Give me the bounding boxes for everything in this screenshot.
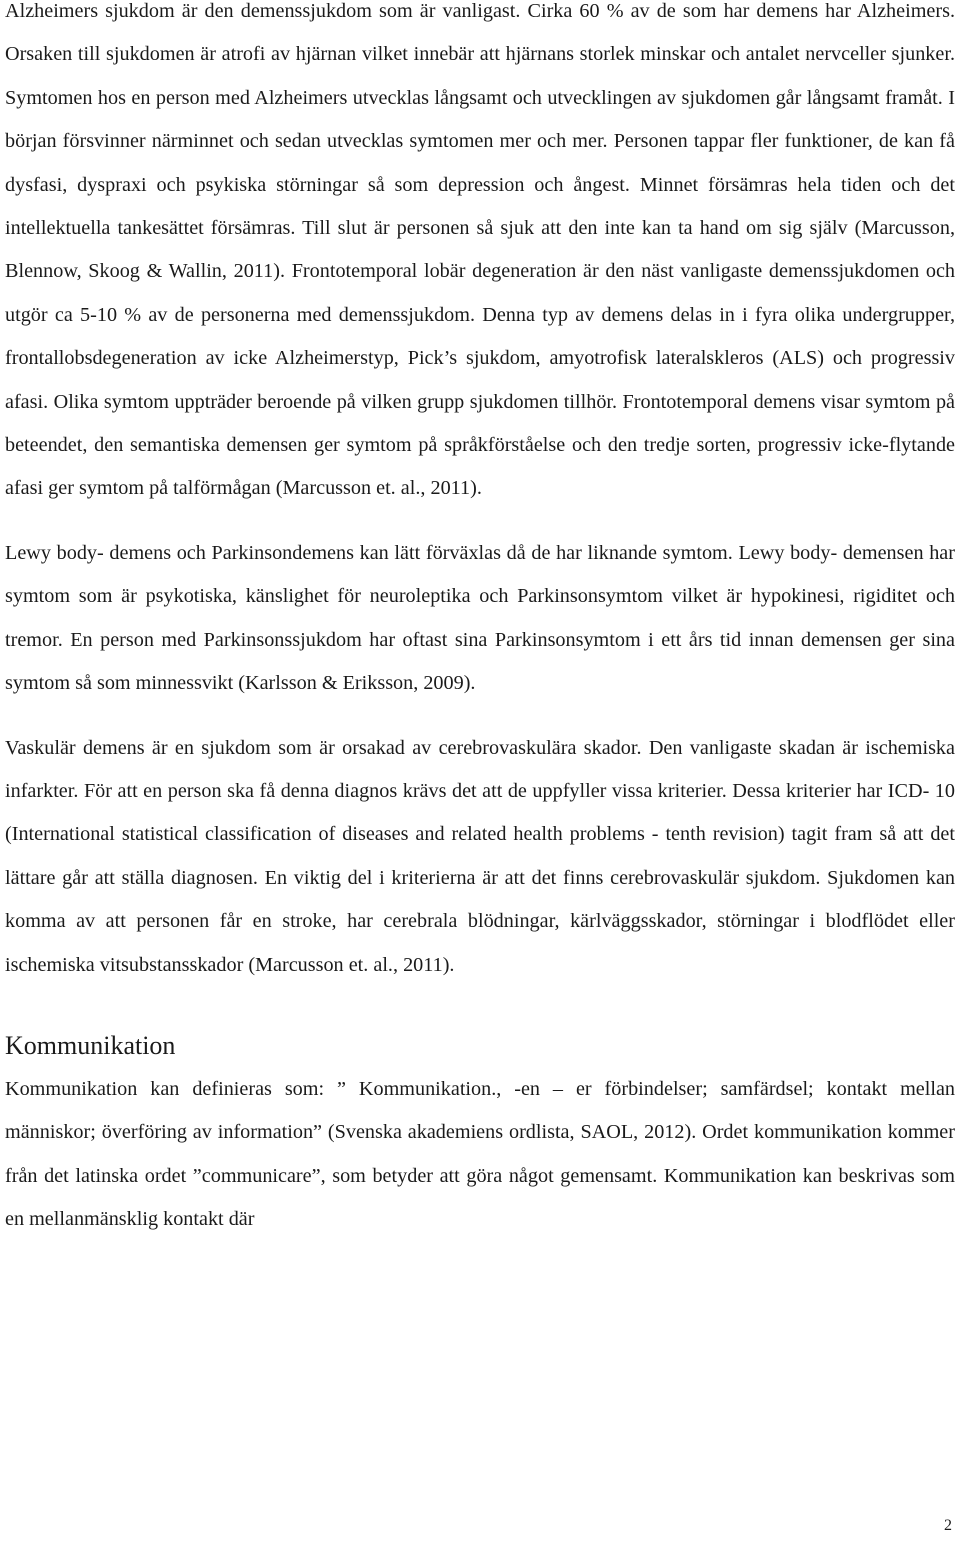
paragraph-communication: Kommunikation kan definieras som: ” Kommunikation., -en – er förbindelser; samfärdsel; kontakt mellan människor; överföring av information” (Svenska akademiens ordlista, SAOL, 2012). Ordet kommunikation kommer från det latinska ordet ”communicare”, som betyder att göra något gemensamt. Kommunikation kan beskrivas som en mellanmänsklig kontakt där — [5, 1077, 955, 1231]
paragraph-lewy-body: Lewy body- demens och Parkinsondemens kan lätt förväxlas då de har liknande symtom. Lewy body- demensen har symtom som är psykotiska, känslighet för neuroleptika och Parkinsonsymtom vilket är hypokinesi, rigiditet och tremor. En person med Parkinsonssjukdom har oftast sina Parkinsonsymtom i ett års tid innan demensen ger sina symtom så som minnessvikt (Karlsson & Eriksson, 2009). — [5, 541, 955, 695]
paragraph-dementia-types: Alzheimers sjukdom är den demenssjukdom som är vanligast. Cirka 60 % av de som har demens har Alzheimers. Orsaken till sjukdomen är atrofi av hjärnan vilket innebär att hjärnans storlek minskar och antalet nervceller sjunker. Symtomen hos en person med Alzheimers utvecklas långsamt och utvecklingen av sjukdomen går långsamt framåt. I början försvinner närminnet och sedan utvecklas symtomen mer och mer. Personen tappar fler funktioner, de kan få dysfasi, dyspraxi och psykiska störningar så som depression och ångest. Minnet försämras hela tiden och det intellektuella tankesättet försämras. Till slut är personen så sjuk att den inte kan ta hand om sig själv (Marcusson, Blennow, Skoog & Wallin, 2011). Frontotemporal lobär degeneration är den näst vanligaste demenssjukdomen och utgör ca 5-10 % av de personerna med demenssjukdom. Denna typ av demens delas in i fyra olika undergrupper, frontallobsdegeneration av icke Alzheimerstyp, Pick’s sjukdom, amyotrofisk lateralskleros (ALS) och progressiv afasi. Olika symtom uppträder beroende på vilken grupp sjukdomen tillhör. Frontotemporal demens visar symtom på beteendet, den semantiska demensen ger symtom på språkförståelse och den tredje sorten, progressiv icke-flytande afasi ger symtom på talförmågan (Marcusson et. al., 2011). — [5, 0, 955, 500]
section-heading: Kommunikation — [5, 1030, 176, 1060]
page-number: 2 — [944, 1517, 952, 1534]
paragraph-vascular-dementia: Vaskulär demens är en sjukdom som är orsakad av cerebrovaskulära skador. Den vanligaste skadan är ischemiska infarkter. För att en person ska få denna diagnos krävs det att de uppfyller vissa kriterier. Dessa kriterier har ICD- 10 (International statistical classification of diseases and related health problems - tenth revision) tagit fram så att det lättare går att ställa diagnosen. En viktig del i kriterierna är att det finns cerebrovaskulär sjukdom. Sjukdomen kan komma av att personen får en stroke, har cerebrala blödningar, kärlväggsskador, störningar i blodflödet eller ischemiska vitsubstansskador (Marcusson et. al., 2011). — [5, 736, 955, 976]
document-page — [5, 0, 955, 1242]
